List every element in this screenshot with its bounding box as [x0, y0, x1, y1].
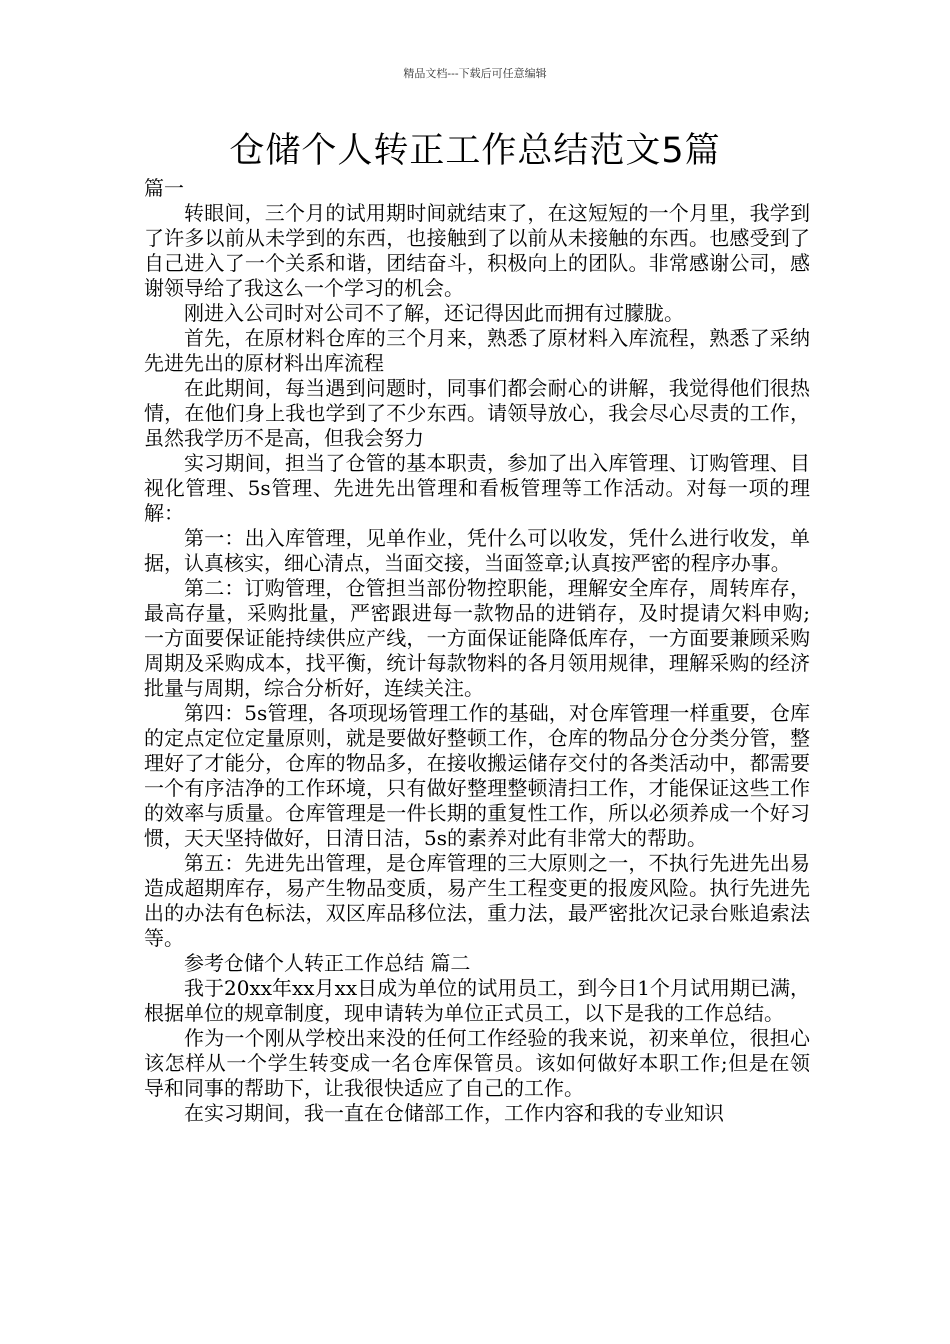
paragraph: 我于20xx年xx月xx日成为单位的试用员工，到今日1个月试用期已满，根据单位的规章制度，现申请转为单位正式员工，以下是我的工作总结。	[144, 976, 810, 1025]
paragraph: 第五：先进先出管理，是仓库管理的三大原则之一，不执行先进先出易造成超期库存，易产生物品变质，易产生工程变更的报废风险。执行先进先出的办法有色标法，双区库品移位法，重力法，最严密批次记录台账追索法等。	[144, 851, 810, 950]
paragraph: 在此期间，每当遇到问题时，同事们都会耐心的讲解，我觉得他们很热情，在他们身上我也学到了不少东西。请领导放心，我会尽心尽责的工作，虽然我学历不是高，但我会努力	[144, 376, 810, 450]
section-heading: 参考仓储个人转正工作总结 篇二	[184, 951, 471, 975]
paragraph: 作为一个刚从学校出来没的任何工作经验的我来说，初来单位，很担心该怎样从一个学生转变成一名仓库保管员。该如何做好本职工作;但是在领导和同事的帮助下，让我很快适应了自己的工作。	[144, 1026, 810, 1100]
section-label: 篇一	[144, 176, 184, 200]
page-header: 精品文档---下载后可任意编辑	[403, 67, 547, 80]
document-title: 仓储个人转正工作总结范文5篇	[229, 131, 721, 171]
paragraph: 第二：订购管理，仓管担当部份物控职能，理解安全库存，周转库存，最高存量，采购批量，严密跟进每一款物品的进销存，及时提请欠料申购;一方面要保证能持续供应产线，一方面保证能降低库存，一方面要兼顾采购周期及采购成本，找平衡，统计每款物料的各月领用规律，理解采购的经济批量与周期，综合分析好，连续关注。	[144, 576, 810, 700]
paragraph: 首先，在原材料仓库的三个月来，熟悉了原材料入库流程，熟悉了采纳先进先出的原材料出库流程	[144, 326, 810, 375]
paragraph: 刚进入公司时对公司不了解，还记得因此而拥有过朦胧。	[184, 301, 684, 325]
document-body	[144, 176, 810, 1126]
paragraph: 第四：5s管理，各项现场管理工作的基础，对仓库管理一样重要，仓库的定点定位定量原则，就是要做好整顿工作，仓库的物品分仓分类分管，整理好了才能分，仓库的物品多，在接收搬运储存交付的各类活动中，都需要一个有序洁净的工作环境，只有做好整理整顿清扫工作，才能保证这些工作的效率与质量。仓库管理是一件长期的重复性工作，所以必须养成一个好习惯，天天坚持做好，日清日洁，5s的素养对此有非常大的帮助。	[144, 701, 810, 850]
paragraph: 第一：出入库管理，见单作业，凭什么可以收发，凭什么进行收发，单据，认真核实，细心清点，当面交接，当面签章;认真按严密的程序办事。	[144, 526, 810, 575]
paragraph: 转眼间，三个月的试用期时间就结束了，在这短短的一个月里，我学到了许多以前从未学到的东西，也接触到了以前从未接触的东西。也感受到了自己进入了一个关系和谐，团结奋斗，积极向上的团队。非常感谢公司，感谢领导给了我这么一个学习的机会。	[144, 201, 810, 300]
paragraph: 在实习期间，我一直在仓储部工作，工作内容和我的专业知识	[184, 1101, 724, 1125]
paragraph: 实习期间，担当了仓管的基本职责，参加了出入库管理、订购管理、目视化管理、5s管理、先进先出管理和看板管理等工作活动。对每一项的理解：	[144, 451, 810, 525]
